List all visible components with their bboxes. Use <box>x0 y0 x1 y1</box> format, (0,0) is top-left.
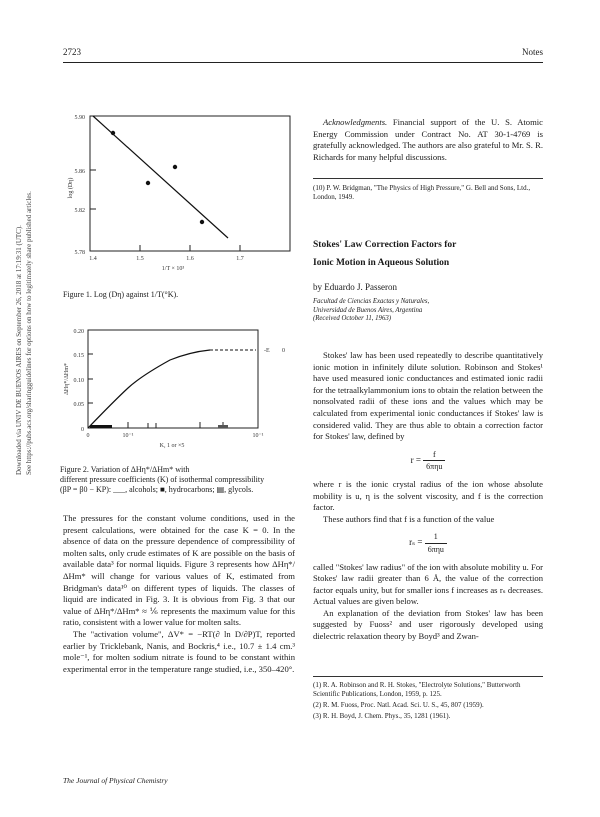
footnote-10: (10) P. W. Bridgman, "The Physics of High Pressure," G. Bell and Sons, Ltd., London, 1949. <box>313 184 531 201</box>
equation-2: rₛ = $\frac{1}{\text{6πηu}}$ <box>313 531 543 555</box>
article-footnotes <box>313 681 543 721</box>
journal-name: The Journal of Physical Chemistry <box>63 776 168 785</box>
svg-text:0: 0 <box>86 433 90 439</box>
footnote-rule <box>313 178 543 179</box>
svg-text:0.20: 0.20 <box>73 329 84 335</box>
figure-2-caption <box>60 465 305 495</box>
article-title-line2: Ionic Motion in Aqueous Solution <box>313 258 450 268</box>
svg-text:log (Dη): log (Dη) <box>68 177 74 199</box>
article-header <box>313 240 543 324</box>
svg-text:0: 0 <box>81 427 84 433</box>
figure-2-caption-line2: different pressure coefficients (K) of isothermal compressibility <box>60 475 265 484</box>
article-paragraph-5: An explanation of the deviation from Stokes' law has been suggested by Fuoss² and user rigorously developed using dielectric relaxation theory by Boyd³ and Zwan- <box>313 607 543 642</box>
svg-text:1.4: 1.4 <box>89 256 97 262</box>
svg-text:5.90: 5.90 <box>74 115 85 121</box>
download-notice-line1: Downloaded via UNIV DE BUENOS AIRES on September 26, 2018 at 17:19:31 (UTC). <box>15 225 23 475</box>
left-paragraph-1: The pressures for the constant volume conditions, used in the present calculations, were obtained for the case K = 0. In the absence of data on the pressure dependence of compressibility of molten salts, only crude estimates of K are possible on the basis of available data³ for normal liquids. Figure 3 represents how ΔHη*/ΔHm* will change for various values of K, estimated from Bridgman's data¹⁰ on different types of liquids. The classes of liquid are indicated in Fig. 3. It is obvious from Fig. 3 that our value of ΔHη*/ΔHm* ≈ ⅙ represents the maximum value for this ratio, consistent with a lower value for molten salts. <box>63 513 295 628</box>
download-notice-line2: See https://pubs.acs.org/sharingguidelines for options on how to legitimately share published articles. <box>25 191 33 475</box>
figure-2 <box>60 325 305 500</box>
svg-text:0: 0 <box>282 348 285 354</box>
article-paragraph-4: called "Stokes' law radius" of the ion with absolute mobility u. For Stokes' law radii greater than 6 Å, the value of the correction factor equals unity, but for smaller ions f increases as rₛ decreases. Actual values are given below. <box>313 561 543 607</box>
figure-1-plot <box>63 108 303 283</box>
figure-2-plot <box>60 325 305 460</box>
svg-text:10⁻¹: 10⁻¹ <box>252 433 264 439</box>
article-footnote-3: (3) R. H. Boyd, J. Chem. Phys., 35, 1281 (1961). <box>313 712 451 720</box>
page-number: 2723 <box>63 47 81 57</box>
acknowledgments-label: Acknowledgments. <box>323 117 388 127</box>
article-paragraph-3: These authors find that f is a function of the value <box>323 513 495 524</box>
svg-text:1.6: 1.6 <box>186 256 194 262</box>
left-paragraph-2: The "activation volume", ΔV* = −RT(∂ ln D/∂P)T, reported earlier by Tricklebank, Nanis, and Bockris,⁴ i.e., 10.7 ± 1.4 cm.³ mole⁻¹, for molten sodium nitrate is found to be constant within experimental error in the temperature range studied, i.e., 350–420°. <box>63 628 295 674</box>
svg-text:5.78: 5.78 <box>74 250 85 256</box>
svg-text:K, 1 or ×5: K, 1 or ×5 <box>159 443 185 449</box>
svg-text:0.15: 0.15 <box>73 353 84 359</box>
running-head: Notes <box>522 47 543 57</box>
header-rule <box>63 62 543 63</box>
received-date: (Received October 11, 1963) <box>313 315 392 323</box>
equation-1: r = $\frac{f}{\text{6πηu}}$ <box>313 449 543 473</box>
svg-text:1.7: 1.7 <box>236 256 244 262</box>
affiliation-line2: Universidad de Buenos Aires, Argentina <box>313 306 423 314</box>
figure-2-caption-line3: (βP = β0 − KP): ___, alcohols; ■, hydrocarbons; ▤, glycols. <box>60 485 254 494</box>
svg-text:10⁻¹: 10⁻¹ <box>122 433 134 439</box>
acknowledgments-text: Financial support of the U. S. Atomic Energy Commission under Contract No. AT 30-1-4769 is gratefully acknowledged. The authors are also grateful to Mr. S. R. Richards for many helpful discussions. <box>313 117 543 162</box>
acknowledgments <box>313 117 543 163</box>
affiliation-line1: Facultad de Ciencias Exactas y Naturales, <box>313 298 430 305</box>
figure-2-caption-line1: Figure 2. Variation of ΔHη*/ΔHm* with <box>60 465 190 474</box>
article-footnote-1: (1) R. A. Robinson and R. H. Stokes, "Electrolyte Solutions," Butterworth Scientific Publications, London, 1959, p. 125. <box>313 681 521 698</box>
svg-text:-E: -E <box>264 348 270 354</box>
svg-text:ΔHη*/ΔHm*: ΔHη*/ΔHm* <box>64 363 70 395</box>
svg-text:1.5: 1.5 <box>136 256 144 262</box>
figure-1-caption: Figure 1. Log (Dη) against 1/T(°K). <box>63 290 179 299</box>
article-author: by Eduardo J. Passeron <box>313 282 397 292</box>
svg-text:5.86: 5.86 <box>74 169 85 175</box>
left-body <box>63 513 295 675</box>
svg-text:5.82: 5.82 <box>74 208 85 214</box>
svg-text:1/T × 10³: 1/T × 10³ <box>161 266 185 272</box>
download-notice <box>6 175 46 475</box>
article-paragraph-2: where r is the ionic crystal radius of the ion whose absolute mobility is u, η is the solvent viscosity, and f is the correction factor. <box>313 478 543 513</box>
svg-text:0.05: 0.05 <box>73 402 84 408</box>
svg-text:0.10: 0.10 <box>73 378 84 384</box>
article-title-line1: Stokes' Law Correction Factors for <box>313 240 457 250</box>
article-paragraph-1: Stokes' law has been used repeatedly to describe quantitatively ionic motion in infinitely dilute solution. Robinson and Stokes¹ have used measured ionic conductances and estimated ionic radii for the tetraalkylammonium ions to obtain the relation between the nonsolvated radii of these ions and the values which may be calculated from experimental ionic conductances if Stokes' law is considered valid. They are thus able to obtain a correction factor for Stokes' law, defined by <box>313 350 543 442</box>
article-footnote-2: (2) R. M. Fuoss, Proc. Natl. Acad. Sci. U. S., 45, 807 (1959). <box>313 701 484 709</box>
article-footnote-rule <box>313 676 543 677</box>
article-body <box>313 350 543 643</box>
figure-1 <box>63 108 303 300</box>
